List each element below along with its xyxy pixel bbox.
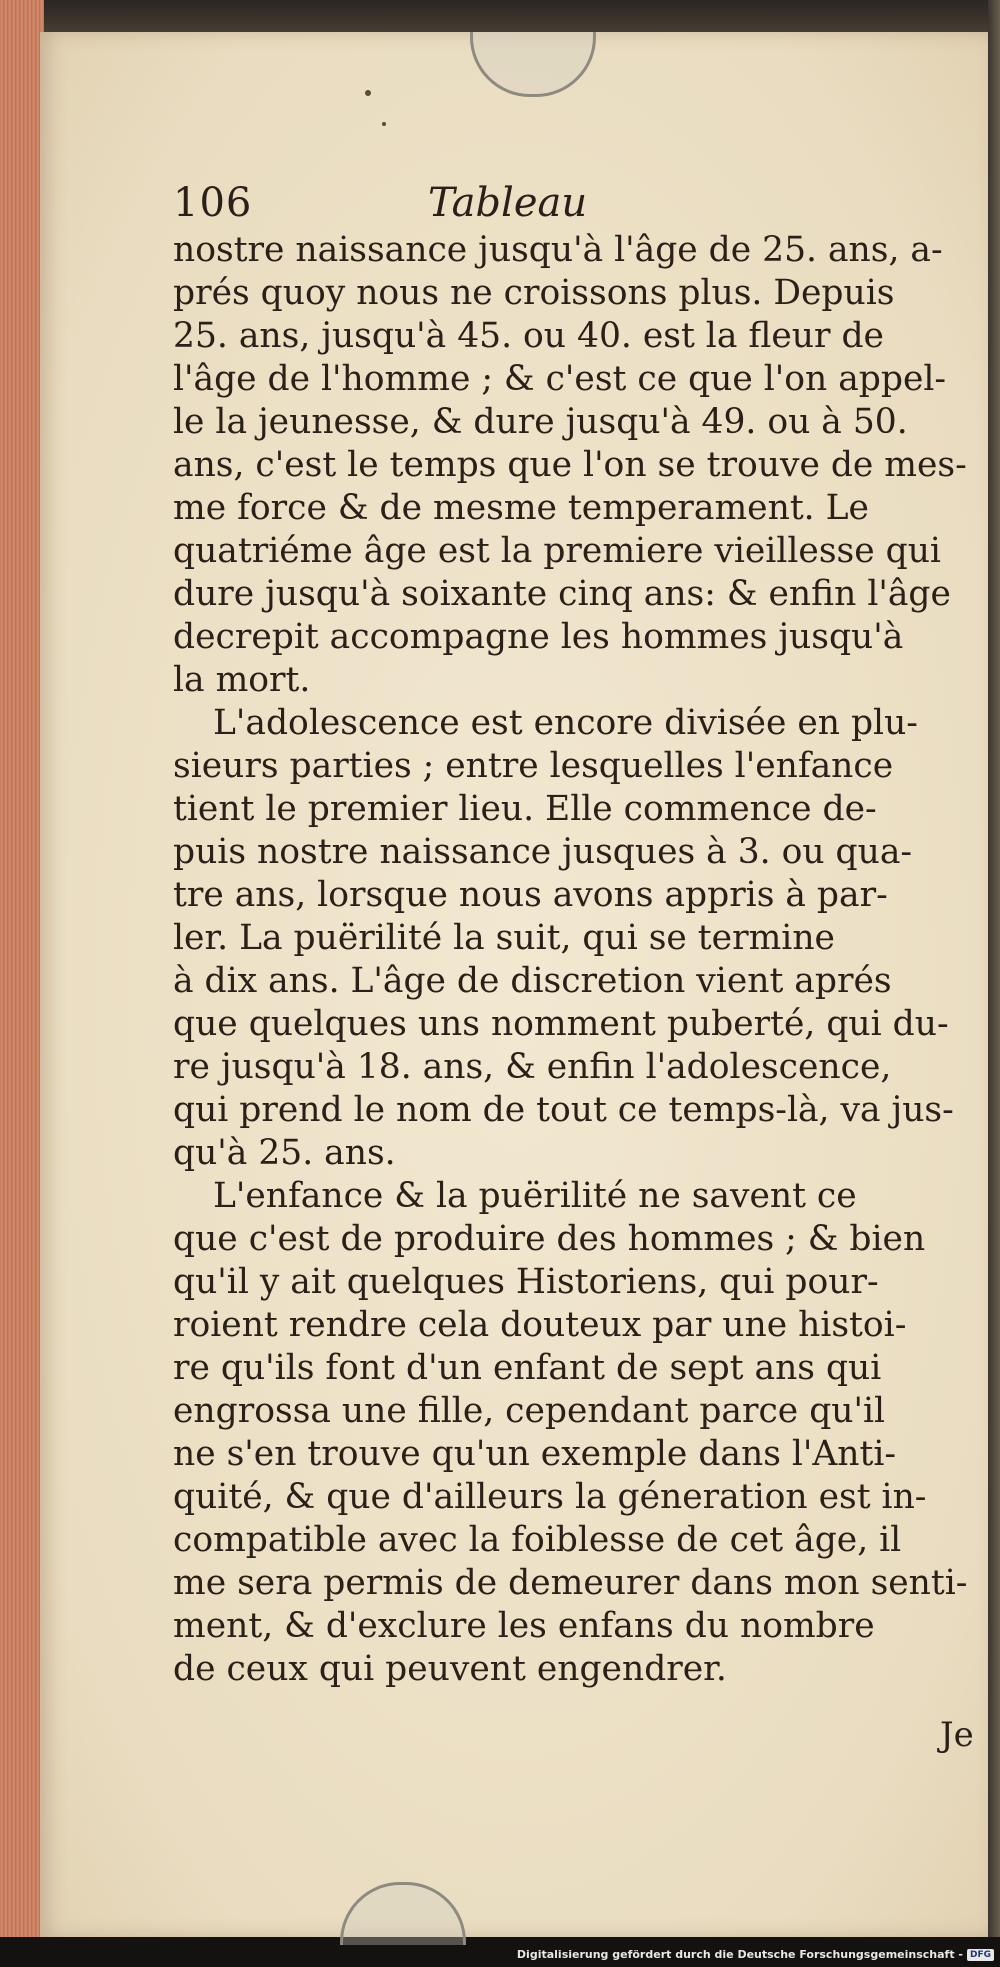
text-line: puis nostre naissance jusques à 3. ou qua- — [173, 832, 913, 872]
text-line: quité, & que d'ailleurs la géneration est in- — [173, 1477, 927, 1517]
scan-background-top — [0, 0, 1000, 36]
catchword: Je — [940, 1715, 974, 1755]
text-line: qu'il y ait quelques Historiens, qui pour- — [173, 1262, 879, 1302]
text-line: engrossa une fille, cependant parce qu'il — [173, 1391, 886, 1431]
text-line: tre ans, lorsque nous avons appris à par- — [173, 875, 888, 915]
text-line: la mort. — [173, 660, 311, 700]
page-clip-top — [470, 32, 596, 97]
dfg-logo: DFG — [967, 1949, 994, 1961]
text-line: roient rendre cela douteux par une histoi- — [173, 1305, 907, 1345]
book-edge-right — [988, 0, 1000, 1967]
text-line: me sera permis de demeurer dans mon senti- — [173, 1563, 968, 1603]
text-line: ans, c'est le temps que l'on se trouve de mes- — [173, 445, 967, 485]
text-line: à dix ans. L'âge de discretion vient aprés — [173, 961, 892, 1001]
ink-spot — [365, 90, 371, 96]
text-line: prés quoy nous ne croissons plus. Depuis — [173, 273, 895, 313]
running-title: Tableau — [428, 180, 588, 226]
book-edge-left — [0, 0, 44, 1967]
text-line: que quelques uns nomment puberté, qui du- — [173, 1004, 949, 1044]
text-line: dure jusqu'à soixante cinq ans: & enfin l'âge — [173, 574, 951, 614]
text-line: L'enfance & la puërilité ne savent ce — [213, 1176, 857, 1216]
text-line: 25. ans, jusqu'à 45. ou 40. est la fleur de — [173, 316, 884, 356]
text-line: ler. La puërilité la suit, qui se termine — [173, 918, 835, 958]
credit-text: Digitalisierung gefördert durch die Deutsche Forschungsgemeinschaft - — [516, 1948, 963, 1961]
text-line: re qu'ils font d'un enfant de sept ans qui — [173, 1348, 882, 1388]
text-line: l'âge de l'homme ; & c'est ce que l'on appel- — [173, 359, 947, 399]
text-line: qu'à 25. ans. — [173, 1133, 396, 1173]
page-number: 106 — [173, 180, 253, 226]
text-line: compatible avec la foiblesse de cet âge, il — [173, 1520, 902, 1560]
text-line: le la jeunesse, & dure jusqu'à 49. ou à 50. — [173, 402, 908, 442]
text-line: decrepit accompagne les hommes jusqu'à — [173, 617, 904, 657]
text-line: qui prend le nom de tout ce temps-là, va jus- — [173, 1090, 954, 1130]
text-line: nostre naissance jusqu'à l'âge de 25. ans, a- — [173, 230, 943, 270]
page-clip-bottom — [340, 1882, 466, 1945]
text-line: de ceux qui peuvent engendrer. — [173, 1649, 727, 1689]
text-line: ment, & d'exclure les enfans du nombre — [173, 1606, 875, 1646]
text-line: que c'est de produire des hommes ; & bien — [173, 1219, 926, 1259]
text-line: sieurs parties ; entre lesquelles l'enfance — [173, 746, 894, 786]
text-line: ne s'en trouve qu'un exemple dans l'Anti- — [173, 1434, 897, 1474]
digitization-credit — [517, 1948, 994, 1961]
text-line: quatriéme âge est la premiere vieillesse qui — [173, 531, 941, 571]
text-line: me force & de mesme temperament. Le — [173, 488, 869, 528]
text-line: L'adolescence est encore divisée en plu- — [213, 703, 918, 743]
text-line: re jusqu'à 18. ans, & enfin l'adolescence, — [173, 1047, 892, 1087]
ink-spot — [382, 122, 386, 126]
text-line: tient le premier lieu. Elle commence de- — [173, 789, 877, 829]
